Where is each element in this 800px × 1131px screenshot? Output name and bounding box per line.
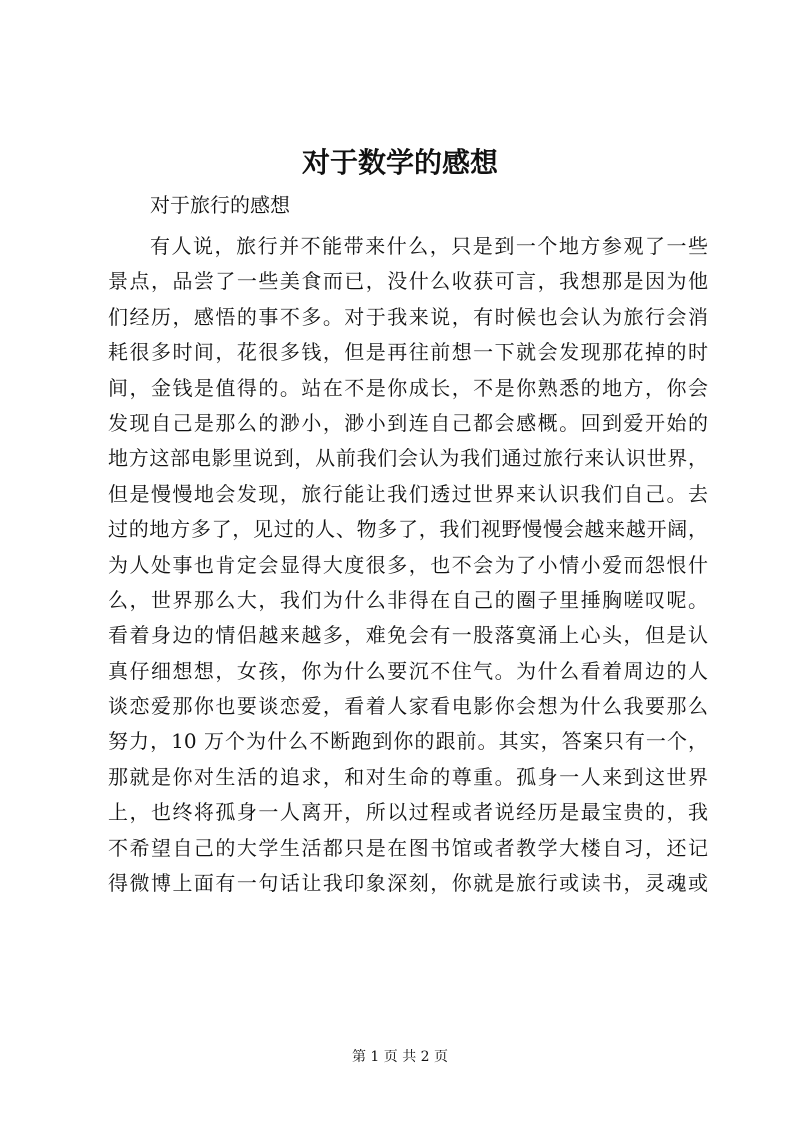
page-footer: 第 1 页 共 2 页 — [351, 1049, 449, 1065]
text-line: 努力，10 万个为什么不断跑到你的跟前。其实，答案只有一个， — [108, 729, 708, 754]
text-line: 间，金钱是值得的。站在不是你成长，不是你熟悉的地方，你会 — [108, 375, 708, 400]
text-line: 么，世界那么大，我们为什么非得在自己的圈子里捶胸嗟叹呢。 — [108, 587, 708, 612]
text-line: 谈恋爱那你也要谈恋爱，看着人家看电影你会想为什么我要那么 — [108, 694, 708, 719]
body-paragraph — [108, 229, 708, 901]
text-line: 发现自己是那么的渺小，渺小到连自己都会感概。回到爱开始的 — [108, 410, 708, 435]
text-line: 过的地方多了，见过的人、物多了，我们视野慢慢会越来越开阔， — [108, 517, 708, 542]
text-line: 为人处事也肯定会显得大度很多，也不会为了小情小爱而怨恨什 — [108, 552, 708, 577]
text-line: 看着身边的情侣越来越多，难免会有一股落寞涌上心头，但是认 — [108, 623, 708, 648]
text-line: 地方这部电影里说到，从前我们会认为我们通过旅行来认识世界， — [108, 446, 708, 471]
text-line: 得微博上面有一句话让我印象深刻，你就是旅行或读书，灵魂或 — [108, 871, 708, 896]
text-line: 们经历，感悟的事不多。对于我来说，有时候也会认为旅行会消 — [108, 304, 708, 329]
text-line: 不希望自己的大学生活都只是在图书馆或者教学大楼自习，还记 — [108, 835, 708, 860]
text-line: 有人说，旅行并不能带来什么，只是到一个地方参观了一些 — [150, 234, 708, 258]
text-line: 耗很多时间，花很多钱，但是再往前想一下就会发现那花掉的时 — [108, 340, 708, 365]
text-line: 景点，品尝了一些美食而已，没什么收获可言，我想那是因为他 — [108, 269, 708, 294]
document-subtitle: 对于旅行的感想 — [150, 193, 290, 217]
text-line: 上，也终将孤身一人离开，所以过程或者说经历是最宝贵的，我 — [108, 800, 708, 825]
text-line: 但是慢慢地会发现，旅行能让我们透过世界来认识我们自己。去 — [108, 481, 708, 506]
text-line: 真仔细想想，女孩，你为什么要沉不住气。为什么看着周边的人 — [108, 658, 708, 683]
document-title: 对于数学的感想 — [301, 146, 498, 179]
text-line: 那就是你对生活的追求，和对生命的尊重。孤身一人来到这世界 — [108, 764, 708, 789]
